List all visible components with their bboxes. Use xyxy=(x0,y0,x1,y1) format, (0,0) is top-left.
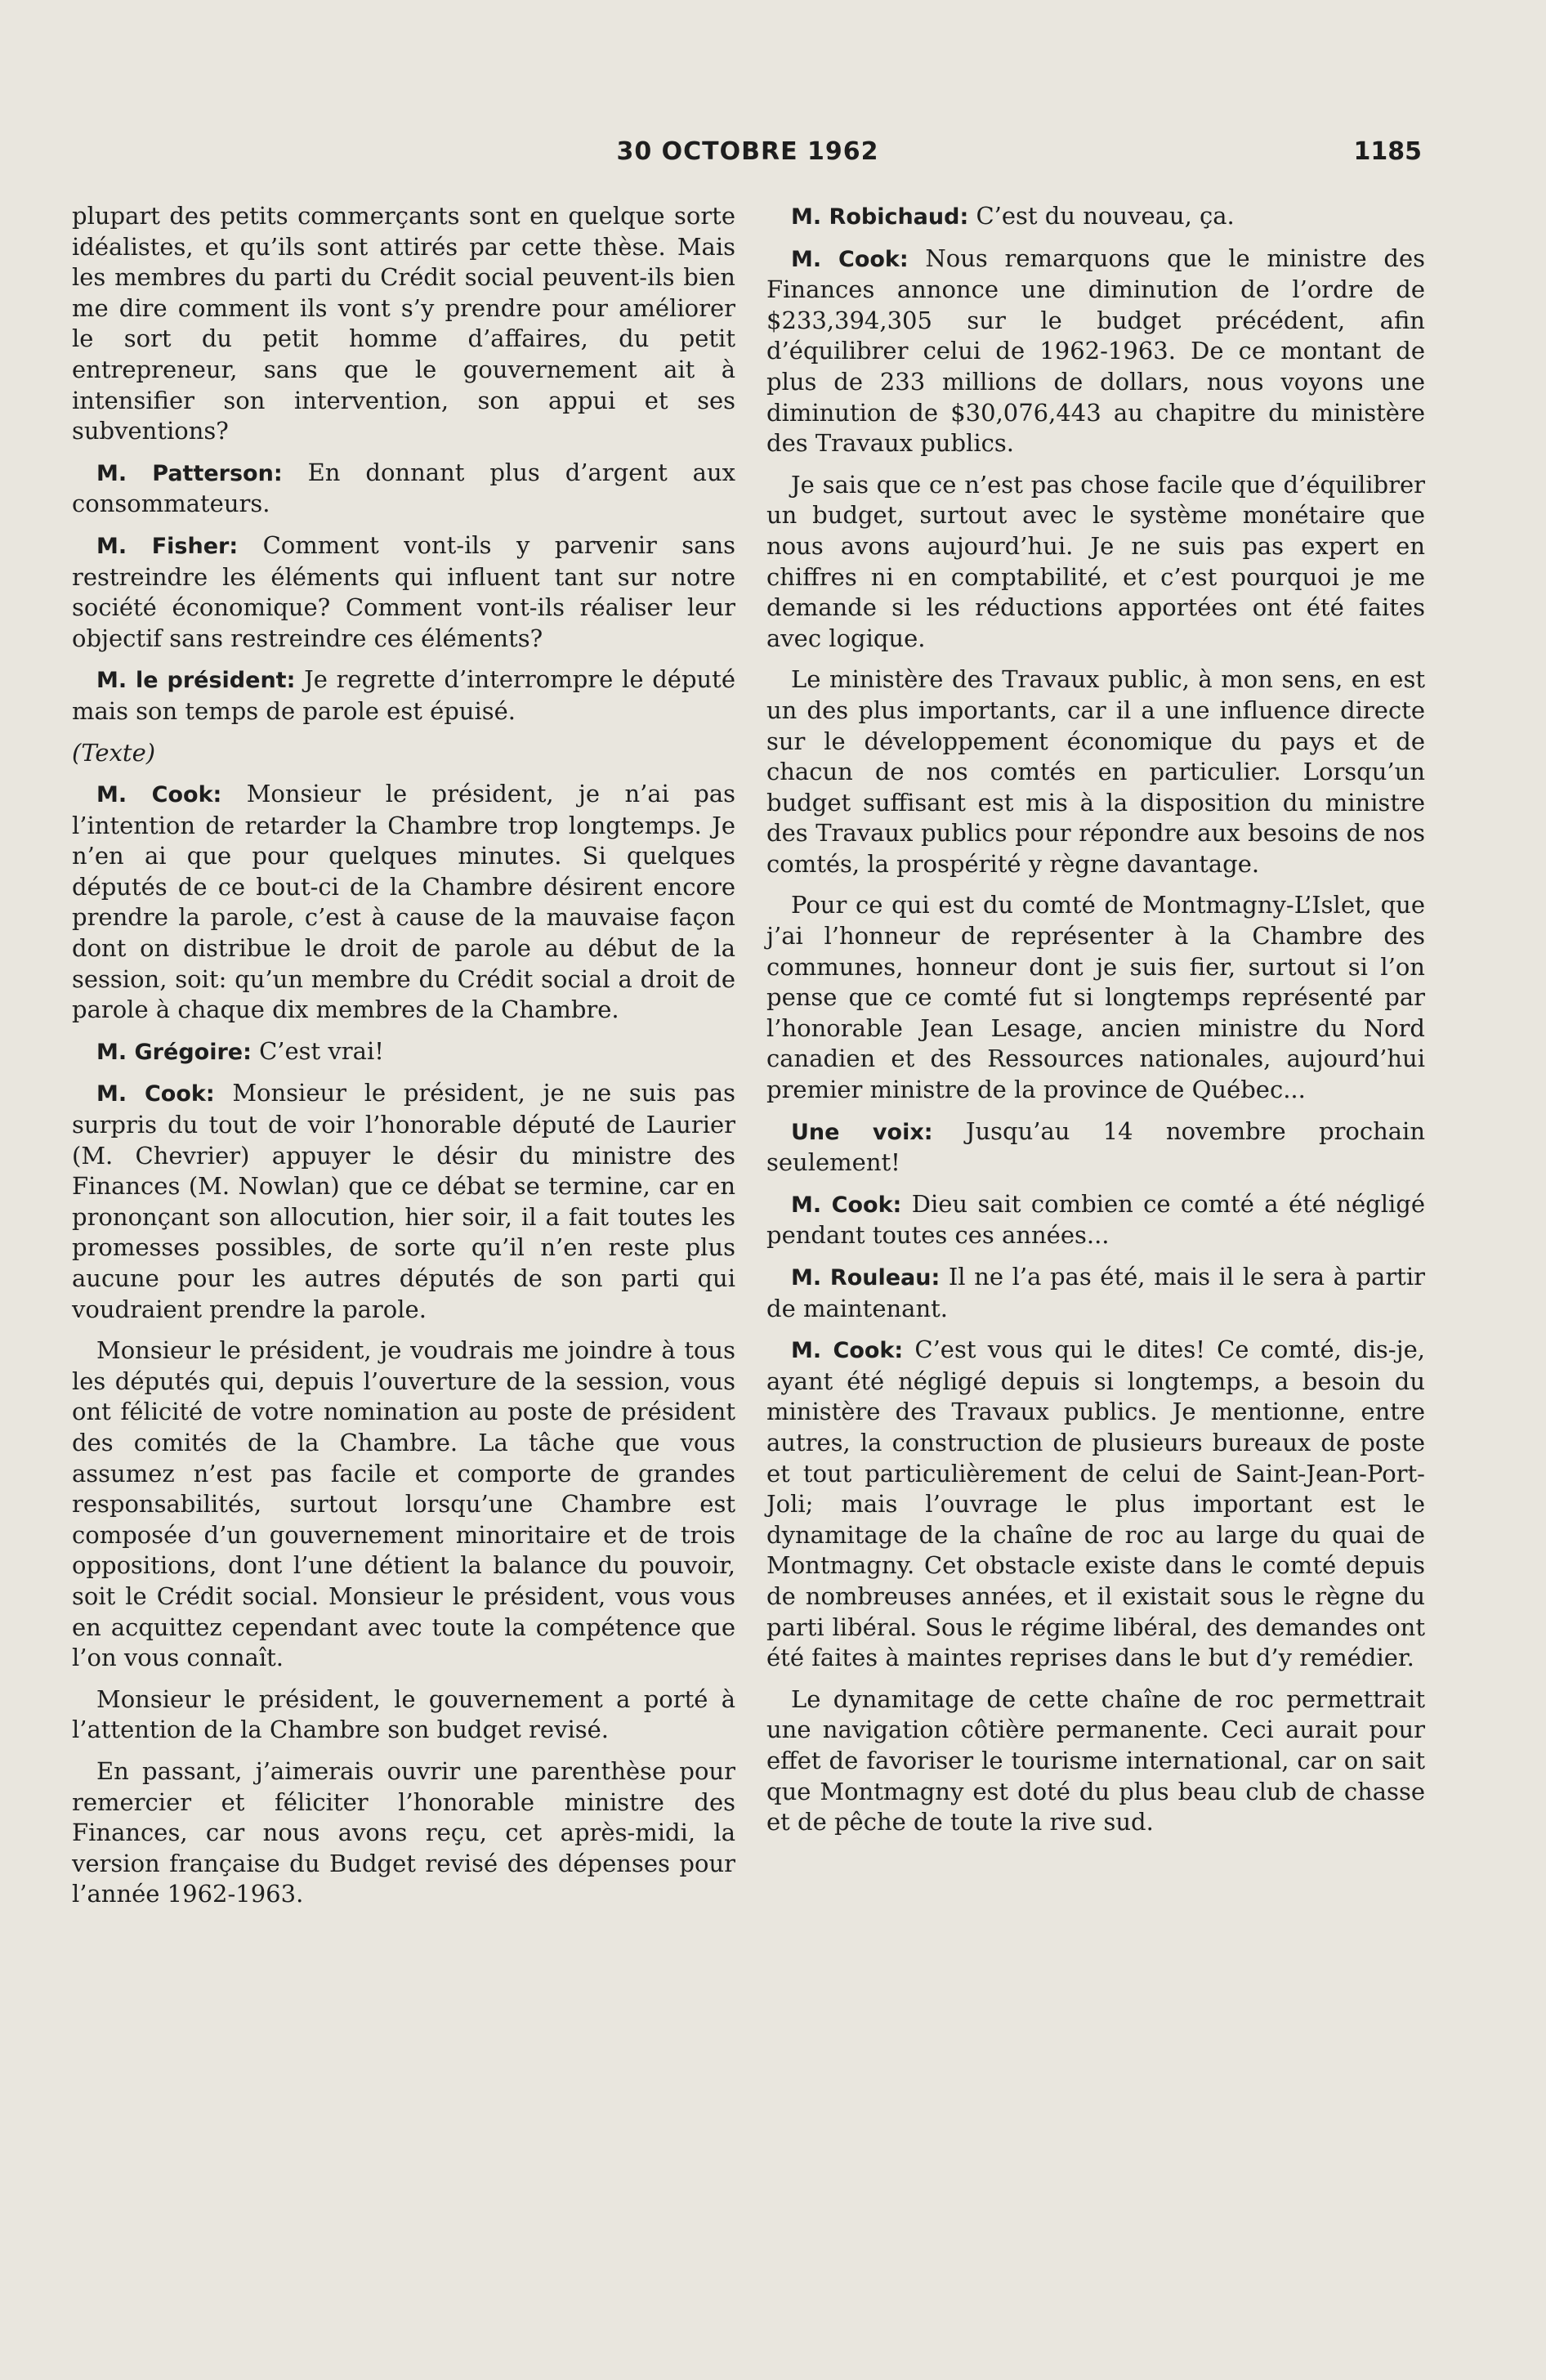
speech-text: C’est vrai! xyxy=(251,1036,384,1065)
speaker-name: M. Cook: xyxy=(791,1338,904,1364)
section-label: (Texte) xyxy=(72,738,156,767)
speaker-name: M. Rouleau: xyxy=(791,1265,941,1291)
speaker-name: M. Cook: xyxy=(791,1192,902,1218)
paragraph xyxy=(766,244,1425,459)
paragraph: Le dynamitage de cette chaîne de roc permettrait une navigation côtière permanente. Ceci aurait pour effet de favoriser le tourisme international, car on sait que Montmagny est doté du plus beau club de chasse et de pêche de toute la rive sud. xyxy=(766,1684,1425,1836)
speaker-name: Une voix: xyxy=(791,1119,933,1145)
speaker-name: M. Robichaud: xyxy=(791,204,969,230)
speech-text: Monsieur le président, je n’ai pas l’intention de retarder la Chambre trop longtemps. Je n’en ai que pour quelques minutes. Si quelques députés de ce bout-ci de la Chambre désirent encore prendre la parole, c’est à cause de la mauvaise façon dont on distribue le droit de parole au début de la session, soit: qu’un membre du Crédit social a droit de parole à chaque dix membres de la Chambre. xyxy=(72,780,735,1024)
paragraph xyxy=(72,779,735,1026)
paragraph xyxy=(72,1036,735,1068)
paragraph: Le ministère des Travaux public, à mon sens, en est un des plus importants, car il a une influence directe sur le développement économique du pays et de chacun de nos comtés en particulier. Lorsqu’un budget suffisant est mis à la disposition du ministre des Travaux publics pour répondre aux besoins de nos comtés, la prospérité y règne davantage. xyxy=(766,665,1425,878)
speech-text: C’est vous qui le dites! Ce comté, dis-je, ayant été négligé depuis si longtemps, a besoin du ministère des Travaux publics. Je mentionne, entre autres, la construction de plusieurs bureaux de poste et tout particulièrement de celui de Saint-Jean-Port-Joli; mais l’ouvrage le plus important est le dynamitage de la chaîne de roc au large du quai de Montmagny. Cet obstacle existe dans le comté depuis de nombreuses années, et il existait sous le règne du parti libéral. Sous le régime libéral, des demandes ont été faites à maintes reprises dans le but d’y remédier. xyxy=(766,1335,1425,1672)
paragraph xyxy=(72,530,735,654)
page-date: 30 OCTOBRE 1962 xyxy=(616,137,879,166)
paragraph xyxy=(766,1189,1425,1251)
paragraph: plupart des petits commerçants sont en quelque sorte idéalistes, et qu’ils sont attirés par cette thèse. Mais les membres du parti du Crédit social peuvent-ils bien me dire comment ils vont s’y prendre pour améliorer le sort du petit homme d’affaires, du petit entrepreneur, sans que le gouvernement ait à intensifier son intervention, son appui et ses subventions? xyxy=(72,202,735,445)
paragraph: Je sais que ce n’est pas chose facile que d’équilibrer un budget, surtout avec le système monétaire que nous avons aujourd’hui. Je ne suis pas expert en chiffres ni en comptabilité, et c’est pourquoi je me demande si les réductions apportées ont été faites avec logique. xyxy=(766,470,1425,652)
paragraph: Monsieur le président, le gouvernement a porté à l’attention de la Chambre son budget revisé. xyxy=(72,1684,735,1744)
speaker-name: M. Fisher: xyxy=(96,533,239,559)
speech-text: Il ne l’a pas été, mais il le sera à partir de maintenant. xyxy=(766,1263,1425,1322)
page-header xyxy=(74,137,1422,170)
paragraph xyxy=(766,1116,1425,1179)
right-column xyxy=(766,201,1425,1849)
speech-text: En donnant plus d’argent aux consommateurs. xyxy=(72,458,735,518)
paragraph xyxy=(72,664,735,727)
speech-text: C’est du nouveau, ça. xyxy=(968,202,1235,230)
speech-text: Nous remarquons que le ministre des Finances annonce une diminution de l’ordre de $233,394,305 sur le budget précédent, afin d’équilibrer celui de 1962-1963. De ce montant de plus de 233 millions de dollars, nous voyons une diminution de $30,076,443 au chapitre du ministère des Travaux publics. xyxy=(766,244,1425,458)
left-column xyxy=(72,201,735,1921)
paragraph xyxy=(72,1078,735,1325)
speaker-name: M. Patterson: xyxy=(96,460,283,486)
speech-text: Je regrette d’interrompre le député mais son temps de parole est épuisé. xyxy=(72,665,735,725)
page-number: 1185 xyxy=(1353,137,1422,166)
speech-text: Jusqu’au 14 novembre prochain seulement! xyxy=(766,1116,1425,1177)
paragraph xyxy=(72,458,735,520)
paragraph xyxy=(766,1262,1425,1324)
speech-text: Dieu sait combien ce comté a été négligé pendant toutes ces années... xyxy=(766,1189,1425,1250)
paragraph: En passant, j’aimerais ouvrir une parenthèse pour remercier et féliciter l’honorable ministre des Finances, car nous avons reçu, cet après-midi, la version française du Budget revisé des dépenses pour l’année 1962-1963. xyxy=(72,1756,735,1908)
speaker-name: M. Cook: xyxy=(96,1081,215,1107)
speaker-name: M. Cook: xyxy=(96,782,222,808)
paragraph xyxy=(766,201,1425,233)
paragraph xyxy=(766,1335,1425,1674)
paragraph: Monsieur le président, je voudrais me joindre à tous les députés qui, depuis l’ouverture de la session, vous ont félicité de votre nomination au poste de président des comités de la Chambre. La tâche que vous assumez n’est pas facile et comporte de grandes responsabilités, surtout lorsqu’une Chambre est composée d’un gouvernement minoritaire et de trois oppositions, dont l’une détient la balance du pouvoir, soit le Crédit social. Monsieur le président, vous vous en acquittez cependant avec toute la compétence que l’on vous connaît. xyxy=(72,1336,735,1672)
speaker-name: M. Grégoire: xyxy=(96,1039,252,1065)
speech-text: Comment vont-ils y parvenir sans restreindre les éléments qui influent tant sur notre société économique? Comment vont-ils réaliser leur objectif sans restreindre ces éléments? xyxy=(72,530,735,652)
speech-text: Monsieur le président, je ne suis pas surpris du tout de voir l’honorable député de Laurier (M. Chevrier) appuyer le désir du ministre des Finances (M. Nowlan) que ce débat se termine, car en prononçant son allocution, hier soir, il a fait toutes les promesses possibles, de sorte qu’il n’en reste plus aucune pour les autres députés de son parti qui voudraient prendre la parole. xyxy=(72,1079,735,1323)
speaker-name: M. le président: xyxy=(96,668,296,694)
speaker-name: M. Cook: xyxy=(791,246,909,272)
paragraph: Pour ce qui est du comté de Montmagny-L’Islet, que j’ai l’honneur de représenter à la Chambre des communes, honneur dont je suis fier, surtout si l’on pense que ce comté fut si longtemps représenté par l’honorable Jean Lesage, ancien ministre du Nord canadien et des Ressources nationales, aujourd’hui premier ministre de la province de Québec... xyxy=(766,891,1425,1104)
